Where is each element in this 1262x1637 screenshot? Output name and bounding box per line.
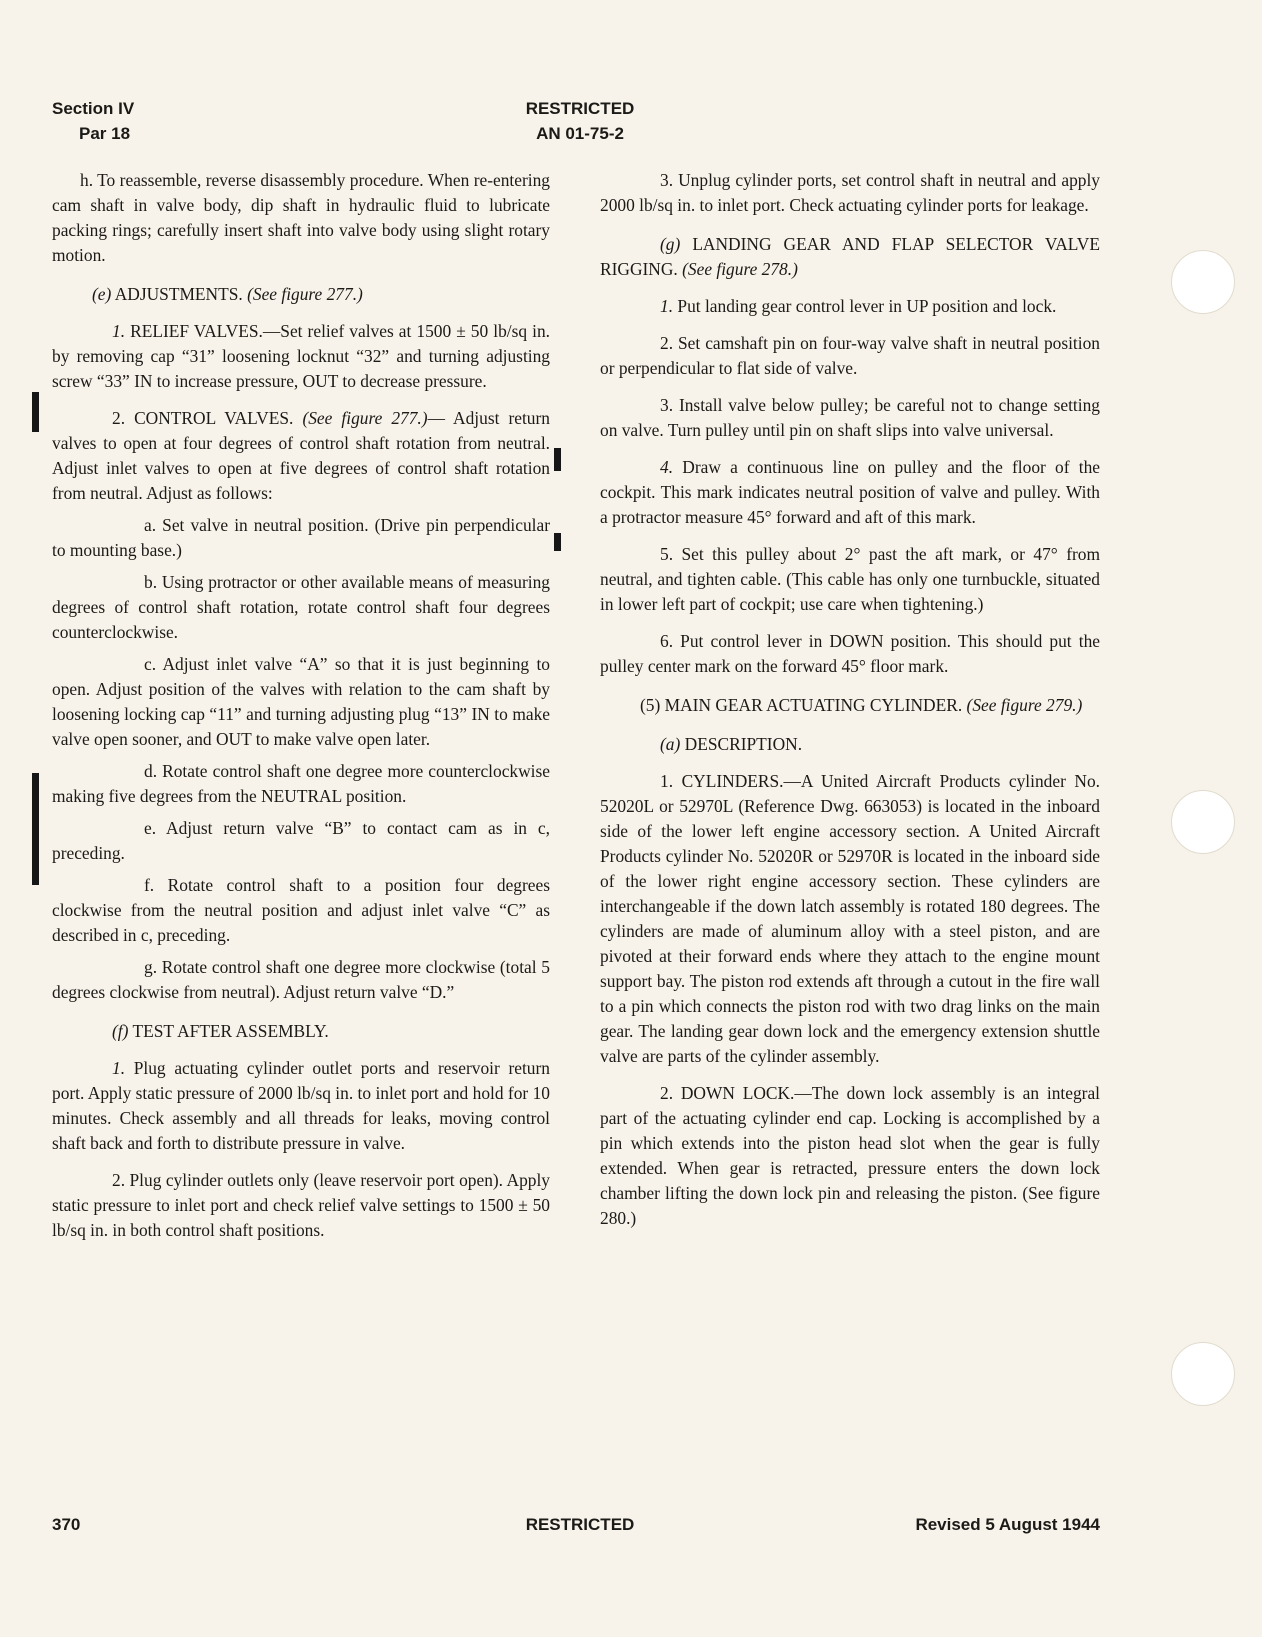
left-column	[52, 168, 550, 1250]
item-text: — Adjust return valves to open at four degrees of control shaft rotation from neutral. Adjust inlet valves to open at five degrees of control shaft rotation from neutral. Adjust as follows:	[52, 408, 550, 503]
paragraph-rigging-2: 2. Set camshaft pin on four-way valve shaft in neutral position or perpendicular to flat side of valve.	[600, 333, 1100, 378]
revision-date: Revised 5 August 1944	[915, 1515, 1100, 1534]
paragraph-rigging-5: 5. Set this pulley about 2° past the aft mark, or 47° from neutral, and tighten cable. (This cable has only one turnbuckle, situated in lower left part of cockpit; use care when tightening.)	[600, 544, 1100, 614]
item-number: 1.	[660, 296, 674, 316]
item-text: —The down lock assembly is an integral part of the actuating cylinder end cap. Locking is accomplished by a pin which extends into the piston head slot when the gear is fully extended. When gear is retracted, pressure enters the down lock chamber lifting the down lock pin and releasing the piston.	[600, 1083, 1100, 1203]
figure-reference: (See figure 280.)	[600, 1183, 1100, 1228]
step-d: d. Rotate control shaft one degree more counterclockwise making five degrees from the NEUTRAL position.	[52, 761, 550, 806]
revision-bar	[554, 533, 561, 551]
step-f: f. Rotate control shaft to a position four degrees clockwise from the neutral position and adjust inlet valve “C” as described in c, preceding.	[52, 875, 550, 945]
heading-main-gear-cylinder	[600, 693, 1100, 718]
paragraph-test-2: 2. Plug cylinder outlets only (leave reservoir port open). Apply static pressure to inlet port and check relief valve settings to 1500 ± 50 lb/sq in. in both control shaft positions.	[52, 1170, 550, 1240]
paragraph-rigging-1	[600, 294, 1100, 319]
revision-bar	[554, 448, 561, 471]
footer-classification: RESTRICTED	[525, 1515, 635, 1534]
heading-title: LANDING GEAR AND FLAP SELECTOR VALVE RIGGING.	[600, 234, 1100, 279]
paragraph-rigging-3: 3. Install valve below pulley; be careful not to change setting on valve. Turn pulley until pin on shaft slips into valve universal.	[600, 395, 1100, 440]
step-a: a. Set valve in neutral position. (Drive pin perpendicular to mounting base.)	[52, 515, 550, 560]
header-center	[470, 96, 690, 146]
section-label: Section IV	[52, 99, 135, 118]
item-number: 1.	[112, 321, 126, 341]
revision-bar	[32, 392, 39, 432]
item-title: RELIEF VALVES.	[130, 321, 263, 341]
paragraph-rigging-6: 6. Put control lever in DOWN position. This should put the pulley center mark on the forward 45° floor mark.	[600, 631, 1100, 676]
header-classification: RESTRICTED	[525, 99, 635, 118]
paragraph-test-1	[52, 1056, 550, 1156]
step-c: c. Adjust inlet valve “A” so that it is just beginning to open. Adjust position of the valves with relation to the cam shaft by loosening locking cap “11” and turning adjusting plug “13” IN to make valve open sooner, and OUT to make valve open later.	[52, 654, 550, 749]
right-column	[600, 168, 1100, 1238]
item-title: 2. CONTROL VALVES.	[112, 408, 294, 428]
figure-reference: (See figure 279.)	[966, 695, 1083, 715]
heading-title: (5) MAIN GEAR ACTUATING CYLINDER.	[640, 695, 963, 715]
figure-reference: (See figure 277.)	[247, 284, 363, 304]
heading-number: (f)	[112, 1021, 129, 1041]
step-e: e. Adjust return valve “B” to contact cam as in c, preceding.	[52, 818, 550, 863]
binder-hole-middle	[1171, 790, 1235, 854]
heading-number: (e)	[92, 284, 112, 304]
item-text: Plug actuating cylinder outlet ports and reservoir return port. Apply static pressure of 2000 lb/sq in. to inlet port and hold for 10 minutes. Check assembly and all threads for leaks, moving control shaft back and forth to distribute pressure in valve.	[52, 1058, 550, 1153]
item-title: 2. DOWN LOCK.	[660, 1083, 795, 1103]
paragraph-test-3: 3. Unplug cylinder ports, set control shaft in neutral and apply 2000 lb/sq in. to inlet port. Check actuating cylinder ports for leakage.	[600, 170, 1100, 215]
heading-number: (g)	[660, 234, 681, 254]
item-title: 1. CYLINDERS.	[660, 771, 784, 791]
step-g: g. Rotate control shaft one degree more clockwise (total 5 degrees clockwise from neutral). Adjust return valve “D.”	[52, 957, 550, 1002]
item-text: Put landing gear control lever in UP position and lock.	[677, 296, 1057, 316]
item-text: —Set relief valves at 1500 ± 50 lb/sq in. by removing cap “31” loosening locknut “32” and turning adjusting screw “33” IN to increase pressure, OUT to decrease pressure.	[52, 321, 550, 391]
figure-reference: (See figure 278.)	[682, 259, 798, 279]
doc-number: AN 01-75-2	[536, 124, 624, 143]
binder-hole-top	[1171, 250, 1235, 314]
binder-hole-bottom	[1171, 1342, 1235, 1406]
paragraph-h: h. To reassemble, reverse disassembly procedure. When re-entering cam shaft in valve body, dip shaft in hydraulic fluid to lubricate packing rings; carefully insert shaft into valve body using slight rotary motion.	[52, 170, 550, 265]
item-text: —A United Aircraft Products cylinder No. 52020L or 52970L (Reference Dwg. 663053) is located in the inboard side of the lower left engine accessory section. A United Aircraft Products cylinder No. 52020R or 52970R is located in the inboard side of the lower right engine accessory section. These cylinders are interchangeable if the down latch assembly is rotated 180 degrees. The cylinders are made of aluminum alloy with a steel piston, and are pivoted at their forward ends where they attach to the engine mount support bay. The piston rod extends aft through a cutout in the fire wall to a pin which connects the piston rod with two drag links on the main gear. The landing gear down lock and the emergency extension shuttle valve are parts of the cylinder assembly.	[600, 771, 1100, 1066]
step-b: b. Using protractor or other available means of measuring degrees of control shaft rotation, rotate control shaft four degrees counterclockwise.	[52, 572, 550, 642]
paragraph-down-lock	[600, 1081, 1100, 1231]
heading-number: (a)	[660, 734, 681, 754]
item-text: Draw a continuous line on pulley and the floor of the cockpit. This mark indicates neutral position of valve and pulley. With a protractor measure 45° forward and aft of this mark.	[600, 457, 1100, 527]
heading-title: TEST AFTER ASSEMBLY.	[132, 1021, 329, 1041]
paragraph-cylinders	[600, 769, 1100, 1069]
heading-title: ADJUSTMENTS.	[114, 284, 243, 304]
paragraph-label: Par 18	[79, 124, 131, 143]
heading-adjustments	[52, 282, 550, 307]
paragraph-relief-valves	[52, 319, 550, 394]
item-number: 1.	[112, 1058, 126, 1078]
paragraph-rigging-4	[600, 455, 1100, 530]
heading-title: DESCRIPTION.	[684, 734, 803, 754]
figure-reference: (See figure 277.)	[302, 408, 428, 428]
heading-description	[600, 732, 1100, 757]
item-number: 4.	[660, 457, 674, 477]
heading-test-after-assembly	[52, 1019, 550, 1044]
header-section	[52, 96, 134, 146]
page-number: 370	[52, 1515, 81, 1534]
paragraph-control-valves	[52, 406, 550, 506]
heading-valve-rigging	[600, 232, 1100, 282]
revision-bar	[32, 773, 39, 885]
